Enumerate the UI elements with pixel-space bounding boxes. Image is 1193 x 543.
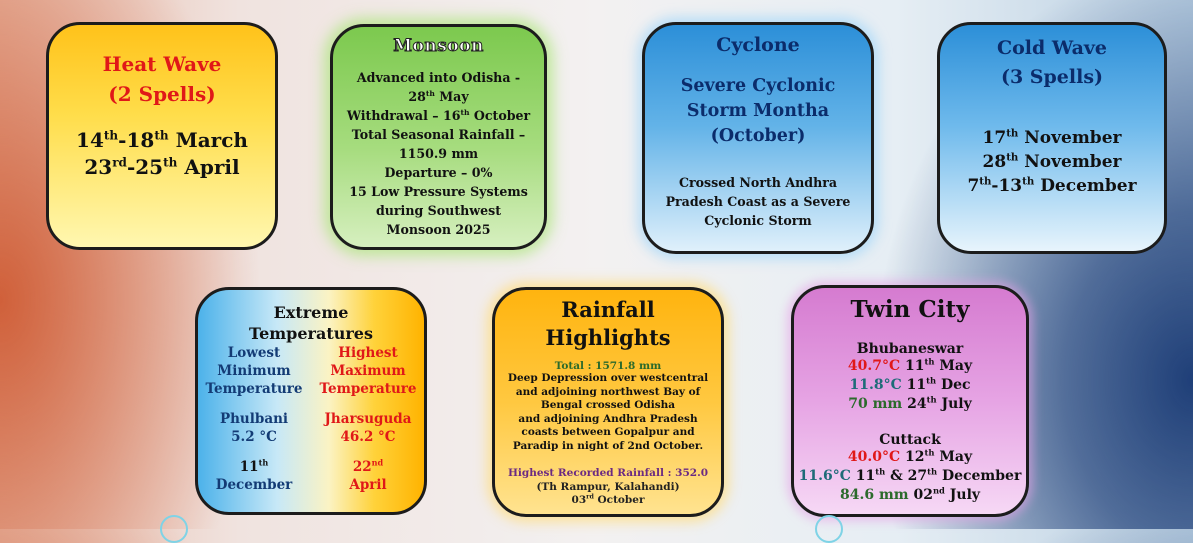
monsoon-withdrawal: Withdrawal – 16th October — [346, 107, 531, 123]
low-label-1: Lowest — [227, 345, 281, 361]
cold-wave-date-1: 17th November — [982, 127, 1122, 148]
high-value: 46.2 °C — [340, 429, 396, 445]
decorative-arc — [160, 515, 188, 543]
high-label-1: Highest — [338, 345, 398, 361]
rainfall-desc-line: and adjoining northwest Bay of — [515, 385, 701, 398]
high-day: 22nd — [352, 457, 384, 475]
heat-wave-spell-2: 23rd-25th April — [84, 155, 240, 179]
low-label-2: Minimum — [217, 363, 291, 379]
highest-rainfall-date: 03rd October — [571, 493, 645, 506]
bhubaneswar-min: 11.8°C 11th Dec — [849, 375, 971, 393]
rainfall-desc-line: Bengal crossed Odisha — [540, 399, 676, 411]
cold-wave-title-line1: Cold Wave — [996, 37, 1108, 59]
cold-wave-title — [940, 34, 1164, 92]
extreme-temperatures-card — [195, 287, 427, 515]
bhubaneswar-rain: 70 mm 24th July — [848, 394, 972, 412]
rainfall-title-line2: Highlights — [545, 325, 671, 350]
monsoon-departure: Departure – 0% — [384, 165, 493, 180]
low-label-3: Temperature — [205, 381, 303, 397]
monsoon-title: Monsoon — [393, 36, 484, 56]
lowest-min-column — [200, 344, 308, 494]
rainfall-desc-line: and adjoining Andhra Pradesh — [518, 412, 698, 425]
high-month: April — [349, 477, 387, 493]
monsoon-rainfall-label: Total Seasonal Rainfall – — [351, 127, 526, 142]
cyclone-description — [645, 173, 871, 230]
cuttack-heading: Cuttack — [879, 432, 941, 448]
monsoon-lps-line1: 15 Low Pressure Systems — [349, 184, 528, 199]
bhubaneswar-heading: Bhubaneswar — [856, 341, 964, 357]
cold-wave-dates — [940, 126, 1164, 198]
monsoon-lps-line3: Monsoon 2025 — [386, 222, 491, 237]
cold-wave-date-3: 7th-13th December — [967, 175, 1137, 196]
cyclone-name-line3: (October) — [710, 126, 806, 146]
heat-wave-spell-1: 14th-18th March — [76, 128, 248, 152]
monsoon-card — [330, 24, 547, 250]
cyclone-name-line1: Severe Cyclonic — [680, 76, 836, 96]
decorative-arc — [815, 515, 843, 543]
cyclone-name — [645, 74, 871, 149]
cold-wave-date-2: 28th November — [982, 151, 1122, 172]
cold-wave-card — [937, 22, 1167, 254]
high-place: Jharsuguda — [324, 411, 412, 427]
low-month: December — [215, 477, 293, 493]
cuttack-min: 11.6°C 11th & 27th December — [798, 466, 1022, 484]
bhubaneswar-max: 40.7°C 11th May — [847, 356, 973, 374]
extreme-title-line2: Temperatures — [249, 324, 373, 343]
rainfall-highlights-card — [492, 287, 724, 517]
low-value: 5.2 °C — [231, 429, 277, 445]
cyclone-desc-line3: Cyclonic Storm — [704, 213, 812, 228]
twin-city-card — [791, 285, 1029, 517]
monsoon-advanced: Advanced into Odisha - — [356, 70, 521, 85]
heat-wave-title-line1: Heat Wave — [102, 52, 222, 76]
cuttack-rain: 84.6 mm 02nd July — [839, 485, 981, 503]
cyclone-desc-line1: Crossed North Andhra — [678, 175, 838, 190]
cuttack-max: 40.0°C 12th May — [847, 447, 973, 465]
rainfall-desc-line: coasts between Gopalpur and — [521, 426, 695, 438]
extreme-title — [198, 302, 424, 344]
cyclone-title: Cyclone — [716, 34, 800, 56]
highest-recorded-rainfall — [495, 467, 721, 508]
cyclone-card — [642, 22, 874, 254]
rainfall-description — [495, 372, 721, 453]
heat-wave-title-line2: (2 Spells) — [108, 82, 216, 106]
extreme-title-line1: Extreme — [273, 303, 349, 322]
rainfall-title-line1: Rainfall — [561, 297, 655, 322]
high-label-3: Temperature — [319, 381, 417, 397]
twin-city-title: Twin City — [850, 296, 970, 323]
heat-wave-card — [46, 22, 278, 250]
rainfall-total: Total : 1571.8 mm — [554, 360, 662, 372]
monsoon-rainfall-value: 1150.9 mm — [398, 146, 479, 161]
heat-wave-spells — [49, 127, 275, 181]
heat-wave-title — [49, 49, 275, 109]
rainfall-title — [495, 296, 721, 352]
cyclone-name-line2: Storm Montha — [686, 101, 830, 121]
extreme-columns — [198, 344, 424, 494]
rainfall-desc-line: Paradip in night of 2nd October. — [512, 439, 704, 452]
monsoon-advanced-date: 28th May — [408, 88, 469, 104]
highest-rainfall-line1: Highest Recorded Rainfall : 352.0 — [507, 467, 709, 479]
highest-max-column — [314, 344, 422, 494]
cold-wave-title-line2: (3 Spells) — [1000, 66, 1104, 88]
rainfall-desc-line: Deep Depression over westcentral — [507, 372, 709, 384]
monsoon-lps-line2: during Southwest — [375, 203, 502, 218]
monsoon-body — [333, 68, 544, 239]
cyclone-desc-line2: Pradesh Coast as a Severe — [665, 194, 851, 209]
high-label-2: Maximum — [330, 363, 406, 379]
highest-rainfall-line2: (Th Rampur, Kalahandi) — [536, 480, 680, 493]
low-day: 11th — [239, 457, 269, 475]
low-place: Phulbani — [219, 411, 289, 427]
